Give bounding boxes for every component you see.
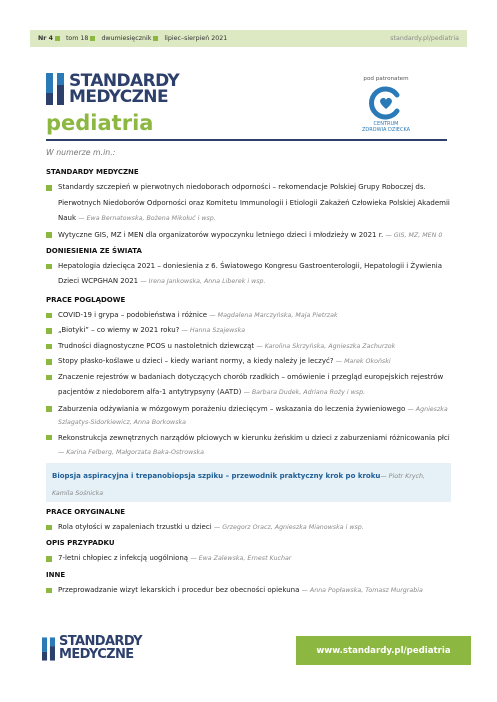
article-authors: — Karolina Skrzyńska, Agnieszka Zachurzok: [256, 342, 396, 350]
article-authors: — Anna Popławska, Tomasz Murgrabia: [301, 586, 423, 594]
contents: [46, 148, 451, 598]
heart-c-logo-icon: [369, 86, 403, 120]
article-authors: — Barbara Dudek, Adriana Roży i wsp.: [243, 389, 366, 396]
logo-line2: MEDYCZNE: [69, 87, 168, 107]
article-item[interactable]: [58, 259, 451, 290]
article-authors: — Ewa Bernatowska, Bożena Mikołuć i wsp.: [78, 215, 216, 222]
section-title: INNE: [46, 570, 66, 579]
bullet-square-icon: [46, 344, 52, 350]
article-item[interactable]: [58, 308, 451, 324]
bullet-square-icon: [46, 406, 52, 412]
article-authors: — Irena Jankowska, Anna Liberek i wsp.: [140, 278, 266, 285]
article-title: „Biotyki” – co wiemy w 2021 roku?: [58, 326, 180, 334]
article-item[interactable]: [58, 551, 451, 567]
bullet-square-icon: [46, 313, 52, 319]
article-item[interactable]: [58, 431, 451, 460]
article-title: Stopy płasko-koślawe u dzieci – kiedy wariant normy, a kiedy należy je leczyć?: [58, 357, 334, 365]
standardy-s-mark-icon: [42, 637, 55, 661]
section-title: STANDARDY MEDYCZNE: [46, 168, 139, 176]
article-authors: — Karina Felberg, Małgorzata Baka-Ostrowska: [58, 448, 205, 456]
period: lipiec–sierpień 2021: [164, 35, 228, 42]
header-divider: [46, 139, 447, 141]
frequency: dwumiesięcznik: [101, 35, 152, 42]
article-item[interactable]: [58, 339, 451, 355]
article-title: Trudności diagnostyczne PCOS u nastoletnich dziewcząt: [58, 341, 255, 350]
article-title: Standardy szczepień w pierwotnych niedoborach odporności – rekomendacje Polskiej Grupy Roboczej ds. Pierwotnych Niedoborów Odporności oraz Komitetu Immunologii i Etiologii Zakażeń Człowieka Polskiej Akademii Nauk: [58, 183, 450, 222]
article-title: Rekonstrukcja zewnętrznych narządów płciowych w kierunku żeńskim u dzieci z zaburzeniami różnicowania płci: [58, 433, 450, 442]
article-title: Znaczenie rejestrów w badaniach dotyczących chorób rzadkich – omówienie i przegląd europejskich rejestrów pacjentów z niedoborem alfa-1 antytrypsyny (AATD): [58, 372, 444, 396]
volume: tom 18: [65, 35, 89, 42]
article-item[interactable]: [58, 520, 451, 536]
article-title: COVID-19 i grypa – podobieństwa i różnice: [58, 310, 208, 319]
bullet-square-icon: [46, 359, 52, 365]
standardy-s-mark-icon: [46, 73, 64, 105]
patronage-label: pod patronatem: [363, 76, 409, 82]
separator-square: [90, 36, 95, 41]
patronage-org-line2: ZDROWIA DZIECKA: [361, 127, 411, 134]
article-title: Rola otyłości w zapaleniach trzustki u dzieci: [58, 522, 212, 531]
separator-square: [153, 36, 158, 41]
standardy-medyczne-logo: [46, 73, 179, 105]
logo-line1: STANDARDY: [69, 71, 180, 91]
footer-logo: [42, 636, 142, 661]
bullet-square-icon: [46, 435, 52, 441]
bullet-square-icon: [46, 588, 52, 594]
article-item[interactable]: [58, 180, 451, 227]
separator-square: [55, 36, 60, 41]
journal-title: pediatria: [46, 111, 154, 135]
article-authors: — Magdalena Marczyńska, Maja Pietrzak: [209, 311, 338, 319]
article-title: Przeprowadzanie wizyt lekarskich i procedur bez obecności opiekuna: [58, 585, 300, 594]
article-item[interactable]: [58, 323, 451, 339]
article-authors: — GIS, MZ, MEN 0: [385, 231, 443, 239]
article-title: Zaburzenia odżywiania w mózgowym porażeniu dziecięcym – wskazania do leczenia żywieniowego: [58, 404, 406, 413]
article-authors: — Grzegorz Oracz, Agnieszka Mianowska i wsp.: [213, 523, 364, 531]
article-item[interactable]: [58, 230, 451, 241]
bullet-square-icon: [46, 556, 52, 562]
patronage-org-line1: CENTRUM: [373, 121, 399, 127]
article-item[interactable]: [58, 403, 451, 429]
section-title: PRACE POGLĄDOWE: [46, 295, 126, 304]
featured-article[interactable]: [46, 463, 451, 502]
article-item[interactable]: [58, 354, 451, 370]
site-link[interactable]: standardy.pl/pediatria: [390, 35, 459, 42]
article-authors: — Marek Okoński: [335, 358, 391, 365]
article-item[interactable]: [58, 370, 451, 401]
patronage: [357, 76, 415, 133]
footer-logo-line2: MEDYCZNE: [59, 646, 134, 662]
article-item[interactable]: [58, 583, 451, 599]
article-authors: — Hanna Szajewska: [181, 327, 246, 334]
article-authors: — Agnieszka Szlagatys-Sidorkiewicz, Anna Borkowska: [58, 405, 448, 426]
section-title: OPIS PRZYPADKU: [46, 539, 115, 547]
footer-url-link[interactable]: www.standardy.pl/pediatria: [296, 636, 471, 665]
article-authors: — Ewa Zalewska, Ernest Kuchar: [190, 555, 292, 562]
section-title: PRACE ORYGINALNE: [46, 507, 126, 516]
bullet-square-icon: [46, 328, 52, 334]
bullet-square-icon: [46, 375, 52, 381]
issue-number: Nr 4: [38, 35, 53, 42]
section-title: DONIESIENIA ZE ŚWIATA: [46, 246, 142, 255]
featured-article-authors: — Piotr Krych, Kamila Sośnicka: [52, 472, 426, 497]
bullet-square-icon: [46, 185, 52, 191]
bullet-square-icon: [46, 264, 52, 270]
bullet-square-icon: [46, 525, 52, 531]
footer-logo-line1: STANDARDY: [59, 634, 142, 649]
article-title: Wytyczne GIS, MZ i MEN dla organizatorów wypoczynku letniego dzieci i młodzieży w 2021 r.: [58, 230, 384, 239]
patronage-org: [357, 121, 415, 133]
contents-intro: W numerze m.in.:: [46, 148, 116, 157]
article-title: 7-letni chłopiec z infekcją uogólnioną: [58, 554, 189, 562]
featured-article-title: Biopsja aspiracyjna i trepanobiopsja szpiku – przewodnik praktyczny krok po kroku: [52, 471, 381, 480]
bullet-square-icon: [46, 232, 52, 238]
issue-info-bar: [30, 30, 467, 47]
article-title: Hepatologia dziecięca 2021 – doniesienia z 6. Światowego Kongresu Gastroenterologii, Hepatologii i Żywienia Dzieci WCPGHAN 2021: [58, 261, 443, 285]
